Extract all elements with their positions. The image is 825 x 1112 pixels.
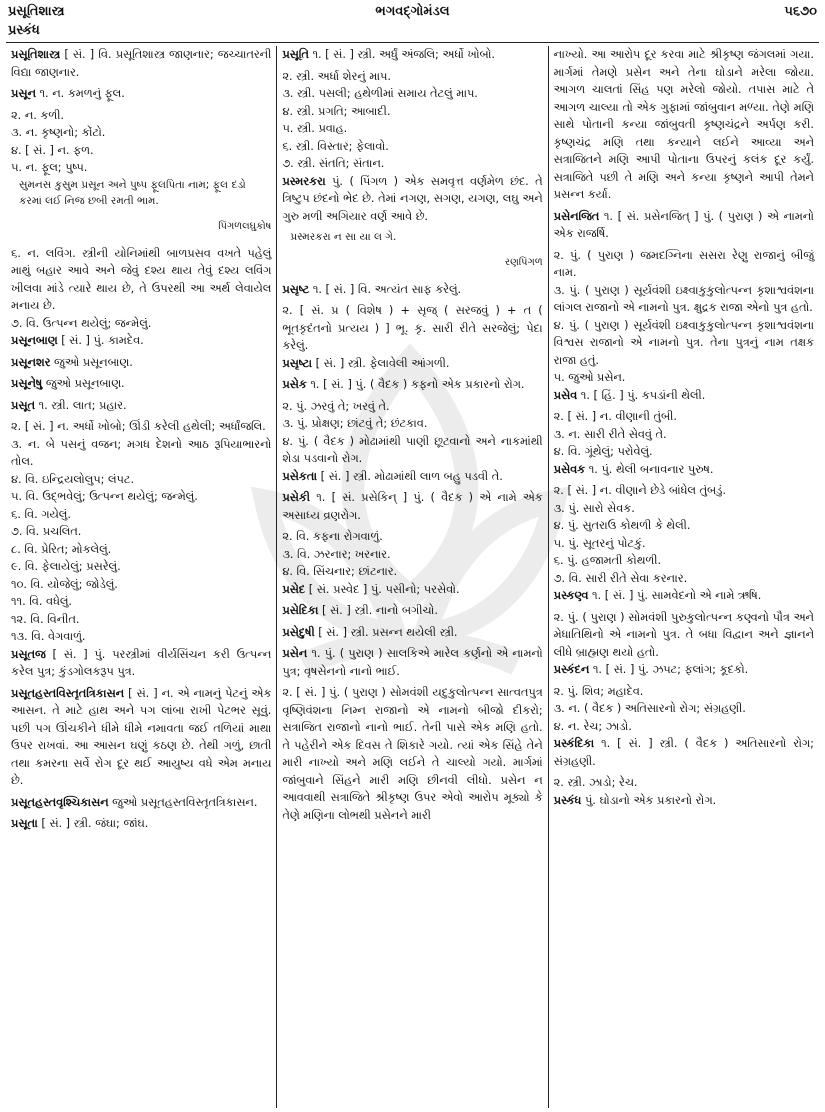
dictionary-entry bbox=[11, 332, 271, 350]
dictionary-entry bbox=[11, 685, 271, 790]
headword: પ્રસેદુષી bbox=[282, 625, 315, 639]
sub-definition: ૨. પું. ( પુરાણ ) જમદગ્નિના સસરા રેણુ રાજાનું બીજું નામ. bbox=[553, 248, 814, 279]
headword: પ્રસ્કણ્વ bbox=[553, 589, 589, 602]
headword: પ્રસૂતહસ્તવૃશ્ચિકાસન bbox=[11, 795, 109, 809]
definition: [ સં. ] સ્ત્રી. મોઢામાંથી લાળ બહુ પડવી તે. bbox=[320, 469, 503, 483]
headword: પ્રસૂન bbox=[11, 87, 36, 100]
sub-definition: ૫. વિ. ઉદ્ભવેલું; ઉત્પન્ન થયેલું; જન્મેલું. bbox=[11, 490, 198, 504]
quotation-source: પિંગળલઘુકોષ bbox=[218, 221, 272, 233]
definition: પું. ઘોડાનો એક પ્રકારનો રોગ. bbox=[584, 793, 717, 807]
dictionary-entry bbox=[282, 355, 542, 373]
headword: પ્રસૂતજ bbox=[11, 647, 46, 661]
sub-definition: ૩. પું. ( પુરાણ ) સૂર્યવંશી ઇક્ષ્વાકુકુલોત્પન્ન કૃશાશ્વવંશના લાંગલ રાજાનો એ નામનો પુત્ર. ક્ષુદ્રક રાજા એનો પુત્ર હતો. bbox=[553, 283, 814, 314]
sub-definition: ૫. પું. સૂતરનું પોટકું. bbox=[553, 536, 646, 550]
sub-definition: ૨. સ્ત્રી. અર્ધા શેરનું માપ. bbox=[282, 69, 391, 83]
quotation: સુમનસ કુસુમ પ્રસૂન અને પુષ્પ ફૂલપિતા નામ; ફૂલ દડો કરમાં લઈ નિજ છબી રમતી ભામ. bbox=[19, 178, 246, 207]
dictionary-entry bbox=[282, 173, 542, 226]
headword: પ્રસ્કંદન bbox=[553, 663, 590, 676]
quotation-source: રણપિંગળ bbox=[504, 257, 543, 269]
sub-definition: ૪. [ સં. ] ન. ફળ. bbox=[11, 143, 94, 157]
sub-definition: ૬. પું. હજામતી કોથળી. bbox=[553, 554, 662, 567]
sub-definition: ૩. વિ. ઝરનાર; ખરનાર. bbox=[282, 547, 391, 561]
sub-definition: ૪. વિ. ગૂંથેલું; પરોવેલું. bbox=[553, 445, 653, 458]
definition: [ સં. પ્રસ્વેદ ] પું. પસીનો; પરસેવો. bbox=[308, 582, 460, 596]
page-number: ૫૬૭૦ bbox=[784, 4, 817, 19]
dictionary-entry bbox=[11, 815, 271, 833]
sub-definition: ૯. વિ. ફેલાયેલું; પ્રસરેલું. bbox=[11, 560, 121, 574]
dictionary-entry bbox=[554, 792, 814, 810]
sub-definition: ૧૨. વિ. વિનીત. bbox=[11, 612, 80, 626]
definition: [ સં. ] સ્ત્રી. ફેલાવેલી આંગળી. bbox=[315, 356, 450, 370]
headword: પ્રસેવક bbox=[553, 462, 586, 476]
column-3 bbox=[548, 46, 819, 1108]
dictionary-entry bbox=[11, 85, 271, 103]
definition: [ સં. ] પું. પરસ્ત્રીમાં વીર્યસિંચન કરી ઉત્પન્ન કરેલ પુત્ર; કુંડગોલકરૂપ પુત્ર. bbox=[11, 647, 272, 679]
sub-definition: ૨. [ સં. ] ન. વીણાની તુંબી. bbox=[553, 410, 677, 423]
dictionary-entry bbox=[282, 46, 542, 64]
sub-definition: ૨. [ સં. ] ન. અર્ધો ખોબો; ઊંડી કરેલી હથેલી; અર્ધાંજલિ. bbox=[11, 420, 266, 434]
sub-definition: ૪. સ્ત્રી. પ્રગતિ; આબાદી. bbox=[282, 104, 391, 118]
definition: નાખ્યો. આ આરોપ દૂર કરવા માટે શ્રીકૃષ્ણ જંગલમાં ગયા. માર્ગમાં તેમણે પ્રસેન અને તેના ઘોડાને મરેલા જોયા. આગળ ચાલતાં સિંહ પણ મરેલો જોયો. તપાસ માટે તે આગળ ચાલ્યા તો એક ગુફામાં જાંબુવાન મળ્યા. તેણે મણિ સાથે પોતાની કન્યા જાંબુવતી કૃષ્ણચંદ્રને અર્પણ કરી. કૃષ્ણચંદ્ર મણિ તથા કન્યાને લઈને આવ્યા અને સત્રાજિતને મણિ આપી પોતાના ઉપરનું કલંક દૂર કર્યું. સત્રાજિતે પછી તે મણિ અને કન્યા કૃષ્ણને આપી તેમને પ્રસન્ન કર્યા. bbox=[553, 48, 814, 201]
headword: પ્રસૂતિ bbox=[282, 48, 309, 61]
headword: પ્રસેકતા bbox=[282, 469, 318, 483]
sub-definition: ૬. સ્ત્રી. વિસ્તાર; ફેલાવો. bbox=[282, 139, 389, 153]
sub-definition: ૩. ન. સારી રીતે સેવવું તે. bbox=[553, 427, 667, 441]
sub-definition: ૨. વિ. કફના રોગવાળું. bbox=[282, 530, 383, 544]
sub-definition: ૨. પું. ઝરવું તે; ખરવું તે. bbox=[282, 399, 390, 413]
headword: પ્રસૂતિશાસ્ત્ર bbox=[11, 48, 61, 61]
headword: પ્રસૃષ્ટા bbox=[282, 356, 312, 370]
dictionary-entry bbox=[554, 46, 814, 204]
dictionary-entry bbox=[282, 645, 542, 680]
sub-definition: ૪. વિ. સિંચનાર; છાંટનાર. bbox=[282, 565, 398, 579]
sub-definition: ૨. [ સં. પ્ર ( વિશેષ ) + સૃજ્ ( સરજવું ) + ત ( ભૂતકૃદંતનો પ્રત્યય ) ] ભૂ. કૃ. સારી રીતે સરજેલું; પેદા કરેલું. bbox=[282, 304, 543, 353]
sub-definition: ૫. જુઓ પ્રસેન. bbox=[553, 371, 626, 384]
definition: [ સં. ] પું. કામદેવ. bbox=[61, 334, 144, 348]
sub-definition: ૩. પું. પ્રોક્ષણ; છાંટવું તે; છંટકાવ. bbox=[282, 417, 428, 431]
dictionary-entry bbox=[11, 375, 271, 393]
dictionary-entry bbox=[554, 661, 814, 679]
headword: પ્રસેક bbox=[282, 378, 307, 392]
dictionary-entry bbox=[282, 624, 542, 642]
sub-definition: ૧૦. વિ. યોજેલું; જોડેલું. bbox=[11, 577, 118, 591]
sub-definition: ૭. વિ. પ્રચલિત. bbox=[11, 525, 82, 539]
definition: ૧. [ સં. ] સ્ત્રી. અર્ધું અંજલિ; અર્ધો ખોબો. bbox=[312, 48, 496, 61]
definition: ૧. પું. ( પુરાણ ) સાલકિએ મારેલ કર્ણનો એ નામનો પુત્ર; વૃષસેનનો નાનો ભાઈ. bbox=[282, 647, 543, 678]
dictionary-entry bbox=[554, 208, 814, 243]
sub-definition: ૬. વિ. ગયેલું. bbox=[11, 507, 71, 521]
headword: પ્રસૂનેષુ bbox=[11, 377, 43, 391]
definition: ૧. ન. કમળનું ફૂલ. bbox=[39, 87, 125, 100]
sub-definition: ૩. ન. કૃષ્ણનો; કોંટો. bbox=[11, 126, 106, 139]
sub-definition: ૪. વિ. ઇન્દ્રિયલોલુપ; લંપટ. bbox=[11, 472, 135, 486]
dictionary-entry bbox=[554, 461, 814, 479]
column-2 bbox=[276, 46, 547, 1108]
column-1 bbox=[6, 46, 276, 1108]
sub-definition: ૨. [ સં. ] પું. ( પુરાણ ) સોમવંશી યદુકુલોત્પન્ન સાત્વતપુત્ર વૃષ્ણિવંશના નિમ્ન રાજાનો એ નામનો બીજો દીકરો; સત્રાજિત રાજાનો નાનો ભાઈ. તેની પાસે એક મણિ હતો. તે પહેરીને એક દિવસ તે શિકારે ગયો. ત્યાં એક સિંહે તેને મારી નાખ્યો અને મણિ લઈને તે ચાલ્યો ગયો. માર્ગમાં જાંબુવાને સિંહને મારી મણિ છીનવી લીધો. પ્રસેન ન આવવાથી સત્રાજિતે શ્રીકૃષ્ણ ઉપર એવો આરોપ મૂક્યો કે તેણે મણિના લોભથી પ્રસેનને મારી bbox=[282, 686, 543, 822]
definition: ૧. [ સં. પ્રસેનજિત્ ] પું. ( પુરાણ ) એ નામનો એક રાજર્ષિ. bbox=[553, 209, 814, 240]
dictionary-entry bbox=[11, 46, 271, 81]
sub-definition: ૩. ન. ( વૈદક ) અતિસારનો રોગ; સંગ્રહણી. bbox=[553, 702, 746, 715]
dictionary-entry bbox=[11, 794, 271, 812]
dictionary-entry bbox=[554, 587, 814, 605]
quotation: પ્રસ્મરકરા ન સા યા લ ગે. bbox=[290, 231, 397, 243]
sub-definition: ૪. પું. સુતરાઉ કોથળી કે થેલી. bbox=[553, 519, 691, 532]
headword: પ્રસેદ bbox=[282, 582, 306, 596]
sub-definition: ૫. ન. ફૂલ; પુષ્પ. bbox=[11, 161, 88, 174]
sub-definition: ૩. ન. બે પસનું વજન; મગધ દેશનો આઠ રૂપિયાભારનો તોલ. bbox=[11, 437, 272, 469]
dictionary-entry bbox=[282, 581, 542, 599]
headword: પ્રસૂનશર bbox=[11, 355, 51, 369]
sub-definition: ૩. પું. સારો સેવક. bbox=[553, 501, 635, 515]
headword: પ્રસૂનબાણ bbox=[11, 334, 58, 348]
dictionary-entry bbox=[282, 489, 542, 524]
sub-definition: ૮. વિ. પ્રેરિત; મોકલેલું. bbox=[11, 542, 112, 556]
headword: પ્રસ્કંધ bbox=[553, 793, 582, 807]
sub-definition: ૩. સ્ત્રી. પસલી; હથેળીમાં સમાય તેટલું માપ. bbox=[282, 87, 478, 100]
header-last-word: પ્રસ્કંધ bbox=[8, 23, 40, 38]
sub-definition: ૨. પું. ( પુરાણ ) સોમવંશી પુરુકુલોત્પન્ન કણ્વનો પૌત્ર અને મેધાતિથિનો એ નામનો પુત્ર. તે બધા વિદ્વાન અને જ્ઞાનને લીધે બ્રાહ્મણ થયો હતો. bbox=[553, 610, 814, 659]
sub-definition: ૨. [ સં. ] ન. વીણાને છેડે બાંધેલ તુંબડું. bbox=[553, 484, 726, 497]
header-first-word: પ્રસૂતિશાસ્ત્ર bbox=[8, 4, 65, 19]
headword: પ્રસૂત bbox=[11, 398, 35, 412]
headword: પ્રસૃષ્ટ bbox=[282, 282, 310, 296]
headword: પ્રસ્કંદિકા bbox=[553, 737, 595, 750]
definition: જુઓ પ્રસૂતહસ્તવિસ્તૃતત્રિકાસન. bbox=[112, 795, 258, 809]
definition: જુઓ પ્રસૂનબાણ. bbox=[45, 377, 125, 391]
definition: ૧. સ્ત્રી. લાત; પ્રહાર. bbox=[38, 398, 127, 412]
definition: [ સં. ] સ્ત્રી. જંઘા; જાંઘ. bbox=[41, 817, 149, 831]
dictionary-entry bbox=[282, 468, 542, 486]
headword: પ્રસેનજિત bbox=[553, 209, 600, 223]
definition: ૧. [ સં. ] વિ. અત્યંત સાફ કરેલું. bbox=[312, 282, 462, 296]
dictionary-entry bbox=[282, 602, 542, 620]
definition: ૧. [ હિં. ] પું. કપડાંની થેલી. bbox=[580, 388, 706, 402]
dictionary-entry bbox=[11, 397, 271, 415]
definition: [ સં. ] વિ. પ્રસૂતિશાસ્ત્ર જાણનાર; જચ્ચાતરની વિદ્યા જાણનાર. bbox=[11, 48, 272, 79]
dictionary-entry bbox=[11, 354, 271, 372]
definition: ૧. [ સં. પ્રસેકિન્ ] પું. ( વૈદક ) એ નામે એક અસાધ્ય વ્રણરોગ. bbox=[282, 491, 543, 522]
sub-definition: ૭. સ્ત્રી. સંતતિ; સંતાન. bbox=[282, 157, 385, 170]
headword: પ્રસેન bbox=[282, 647, 308, 661]
dictionary-entry bbox=[554, 387, 814, 405]
headword: પ્રસ્મરકરા bbox=[282, 174, 326, 188]
definition: ૧. [ સં. ] પું. ઝપટ; ફલાંગ; કૂદકો. bbox=[592, 663, 749, 676]
definition: પું. ( પિંગળ ) એક સમવૃત્ત વર્ણમેળ છંદ. તે ત્રિષ્ટુપ છંદનો ભેદ છે. તેમાં નગણ, સગણ, યગણ, લઘુ અને ગુરુ મળી અગિયાર વર્ણ આવે છે. bbox=[282, 174, 543, 223]
sub-definition: ૪. પું. ( પુરાણ ) સૂર્યવંશી ઇક્ષ્વાકુકુલોત્પન્ન કૃશાશ્વવંશના વિશ્વસ રાજાનો એ નામનો પુત્ર. તેના પુત્રનું નામ તક્ષક રાજા હતું. bbox=[553, 318, 814, 367]
sub-definition: ૭. વિ. સારી રીતે સેવા કરનાર. bbox=[553, 571, 688, 585]
definition: [ સં. ] ન. એ નામનું પેટનું એક આસન. તે માટે હાથ અને પગ લાંબા રાખી પેટભર સૂવું. પછી પગ ઊંચકીને ધીમે ધીમે નમાવતા જઈ તળિયાં માથા ઉપર રાખવાં. આ આસન ઘણું કઠણ છે. તેથી ગળું, છાતી તથા કમરના સર્વે રોગ દૂર થઈ આયુષ્ય વધે એમ મનાય છે. bbox=[11, 686, 272, 788]
dictionary-entry bbox=[282, 281, 542, 299]
headword: પ્રસૂતા bbox=[11, 817, 38, 831]
headword: પ્રસેદિકા bbox=[282, 604, 319, 618]
sub-definition: ૫. સ્ત્રી. પ્રવાહ. bbox=[282, 122, 348, 135]
header-title: ભગવદ્ગોમંડલ bbox=[375, 4, 450, 19]
sub-definition: ૪. ન. રેચ; ઝાડો. bbox=[553, 719, 632, 733]
headword: પ્રસૂતહસ્તવિસ્તૃતત્રિકાસન bbox=[11, 686, 125, 700]
sub-definition: ૨. ન. કળી. bbox=[11, 108, 65, 122]
sub-definition: ૪. પું. ( વૈદક ) મોઢામાંથી પાણી છૂટવાનો અને નાકમાંથી શેડા પડવાનો રોગ. bbox=[282, 434, 543, 466]
definition: ૧. [ સં. ] પું. ( વૈદક ) કફનો એક પ્રકારનો રોગ. bbox=[310, 378, 525, 392]
sub-definition: ૨. પું. શિવ; મહાદેવ. bbox=[553, 684, 644, 698]
page-header bbox=[6, 2, 819, 43]
dictionary-entry bbox=[282, 376, 542, 394]
sub-definition: ૨. સ્ત્રી. ઝાડો; રેચ. bbox=[553, 776, 638, 789]
definition: જુઓ પ્રસૂનબાણ. bbox=[54, 355, 133, 369]
sub-definition: ૭. વિ. ઉત્પન્ન થયેલું; જન્મેલું. bbox=[11, 316, 152, 330]
sub-definition: ૧૧. વિ. વધેલું. bbox=[11, 595, 72, 609]
dictionary-entry bbox=[554, 735, 814, 770]
definition: [ સં. ] સ્ત્રી. નાનો બગીચો. bbox=[322, 604, 438, 618]
definition: ૧. [ સં. ] પું. સામવેદનો એ નામે ઋષિ. bbox=[592, 589, 762, 602]
sub-definition: ૧૩. વિ. વેગવાળું. bbox=[11, 630, 86, 644]
sub-definition: ૬. ન. લવિંગ. સ્ત્રીની યોનિમાંથી બાળપ્રસવ વખતે પહેલું માથું બહાર આવે અને જેવું દશ્ય થાય તેવું દશ્ય લવિંગ ખીલવા માંડે ત્યારે થાય છે, તે ઉપરથી આ અર્થ લેવાયેલ મનાય છે. bbox=[11, 246, 272, 313]
headword: પ્રસેકી bbox=[282, 491, 311, 505]
definition: ૧. પું. થેલી બનાવનાર પુરુષ. bbox=[588, 462, 714, 476]
dictionary-columns bbox=[6, 46, 819, 1108]
definition: ૧. [ સં. ] સ્ત્રી. ( વૈદક ) અતિસારનો રોગ; સંગ્રહણી. bbox=[553, 737, 814, 768]
dictionary-entry bbox=[11, 646, 271, 681]
headword: પ્રસેવ bbox=[553, 388, 578, 402]
definition: [ સં. ] સ્ત્રી. પ્રસન્ન થયેલી સ્ત્રી. bbox=[318, 625, 458, 639]
